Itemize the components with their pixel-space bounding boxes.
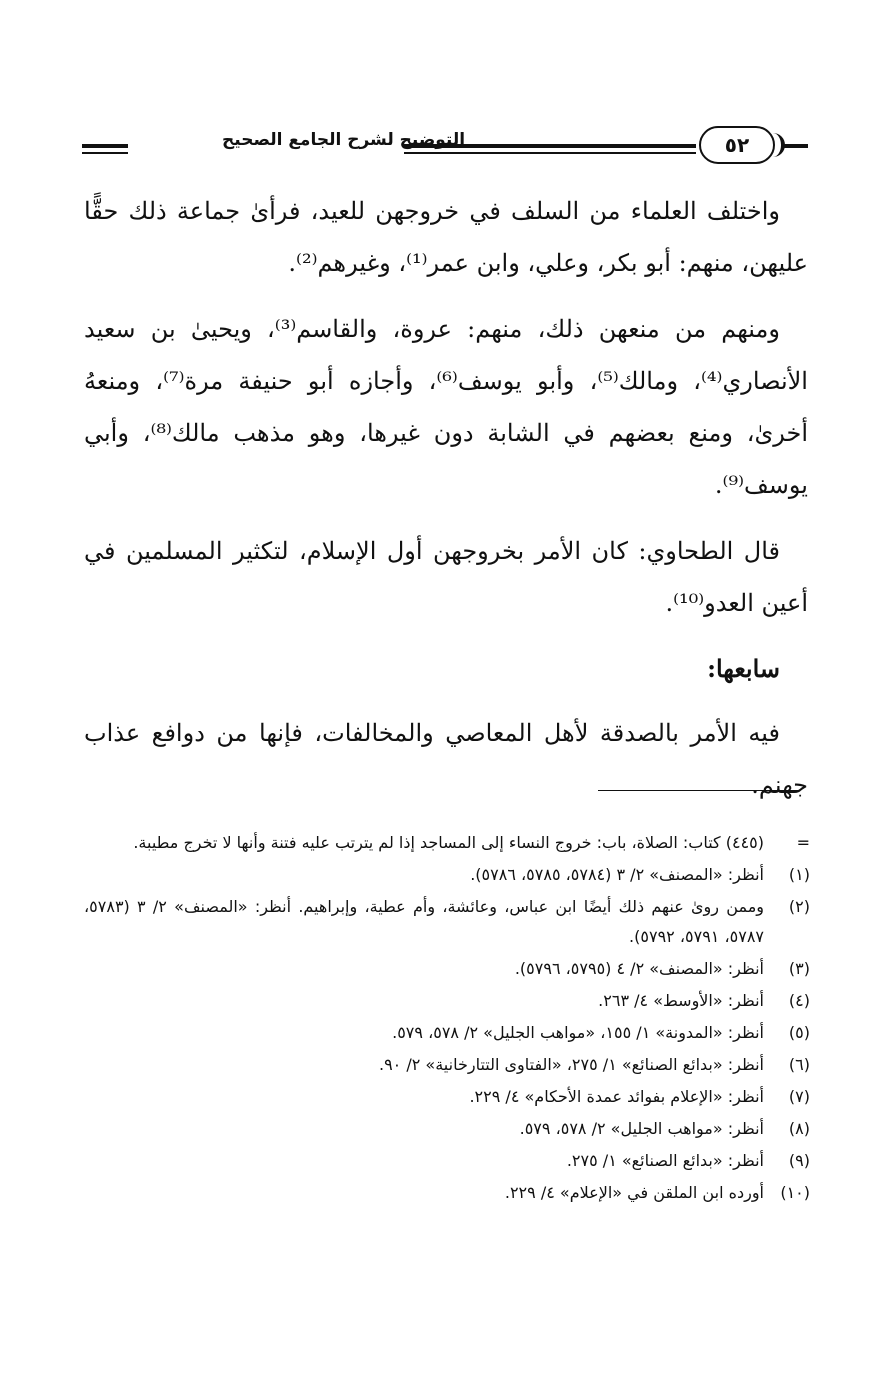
footnote [84,954,810,984]
footnote-number: (٣) [788,959,810,978]
footnote-separator [598,790,800,791]
header-rule-middle [404,144,696,148]
footnote [84,986,810,1016]
footnote-text: أنظر: «الإعلام بفوائد عمدة الأحكام» ٤/ ٢٢٩. [469,1087,764,1106]
footnote-text: أنظر: «المدونة» ١/ ١٥٥، «مواهب الجليل» ٢/ ٥٧٨، ٥٧٩. [392,1023,764,1042]
main-text [84,185,808,825]
footnote-number: = [796,833,810,852]
footnote [84,1082,810,1112]
running-title: التوضيح لشرح الجامع الصحيح [222,130,466,150]
footnote [84,1050,810,1080]
footnote-text: أنظر: «المصنف» ٢/ ٣ (٥٧٨٤، ٥٧٨٥، ٥٧٨٦). [470,865,764,884]
footnote [84,1146,810,1176]
paragraph: ومنهم من منعهن ذلك، منهم: عروة، والقاسم⁽³⁾، ويحيىٰ بن سعيد الأنصاري⁽⁴⁾، ومالك⁽⁵⁾، وأبو يوسف⁽⁶⁾، وأجازه أبو حنيفة مرة⁽⁷⁾، ومنعهُ أخرىٰ، ومنع بعضهم في الشابة دون غيرها، وهو مذهب مالك⁽⁸⁾، وأبي يوسف⁽⁹⁾. [84,315,808,499]
footnote [84,1114,810,1144]
header-rule-right [782,144,808,148]
footnote-number: (٧) [788,1087,810,1106]
section-subheading: سابعها: [707,654,780,683]
footnote-text: أنظر: «المصنف» ٢/ ٤ (٥٧٩٥، ٥٧٩٦). [514,959,764,978]
footnote [84,1178,810,1208]
footnote [84,892,810,952]
footnote-text: (٤٤٥) كتاب: الصلاة، باب: خروج النساء إلى المساجد إذا لم يترتب عليه فتنة وأنها لا تخرج مطيبة. [133,833,764,852]
footnote-number: (٩) [788,1151,810,1170]
running-header [82,124,808,168]
footnote-text: أنظر: «بدائع الصنائع» ١/ ٢٧٥. [566,1151,764,1170]
footnote-number: (١) [788,865,810,884]
footnote [84,828,810,858]
footnote-text: أنظر: «بدائع الصنائع» ١/ ٢٧٥، «الفتاوى التتارخانية» ٢/ ٩٠. [378,1055,764,1074]
footnote [84,1018,810,1048]
footnote-number: (٨) [788,1119,810,1138]
footnotes [84,828,810,1210]
page-number: ٥٢ [699,126,775,164]
footnote-text: أنظر: «الأوسط» ٤/ ٢٦٣. [598,991,764,1010]
paragraph: واختلف العلماء من السلف في خروجهن للعيد، فرأىٰ جماعة ذلك حقًّا عليهن، منهم: أبو بكر، وعلي، وابن عمر⁽¹⁾، وغيرهم⁽²⁾. [84,197,808,277]
footnote-number: (٢) [788,897,810,916]
footnote-number: (٥) [788,1023,810,1042]
paragraph: فيه الأمر بالصدقة لأهل المعاصي والمخالفات، فإنها من دوافع عذاب جهنم. [84,719,808,799]
footnote-number: (٦) [788,1055,810,1074]
header-rule-left-thin [82,152,128,154]
footnote-number: (١٠) [780,1183,810,1202]
footnote-text: أنظر: «مواهب الجليل» ٢/ ٥٧٨، ٥٧٩. [519,1119,764,1138]
paragraph: قال الطحاوي: كان الأمر بخروجهن أول الإسلام، لتكثير المسلمين في أعين العدو⁽¹⁰⁾. [84,537,808,617]
footnote [84,860,810,890]
footnote-text: وممن روىٰ عنهم ذلك أيضًا ابن عباس، وعائشة، وأم عطية، وإبراهيم. أنظر: «المصنف» ٢/ ٣ (٥٧٨٣، ٥٧٨٧، ٥٧٩١، ٥٧٩٢). [84,897,764,946]
header-rule-left [82,144,128,148]
footnote-number: (٤) [788,991,810,1010]
footnote-text: أورده ابن الملقن في «الإعلام» ٤/ ٢٢٩. [504,1183,764,1202]
header-rule-middle-thin [404,152,696,154]
